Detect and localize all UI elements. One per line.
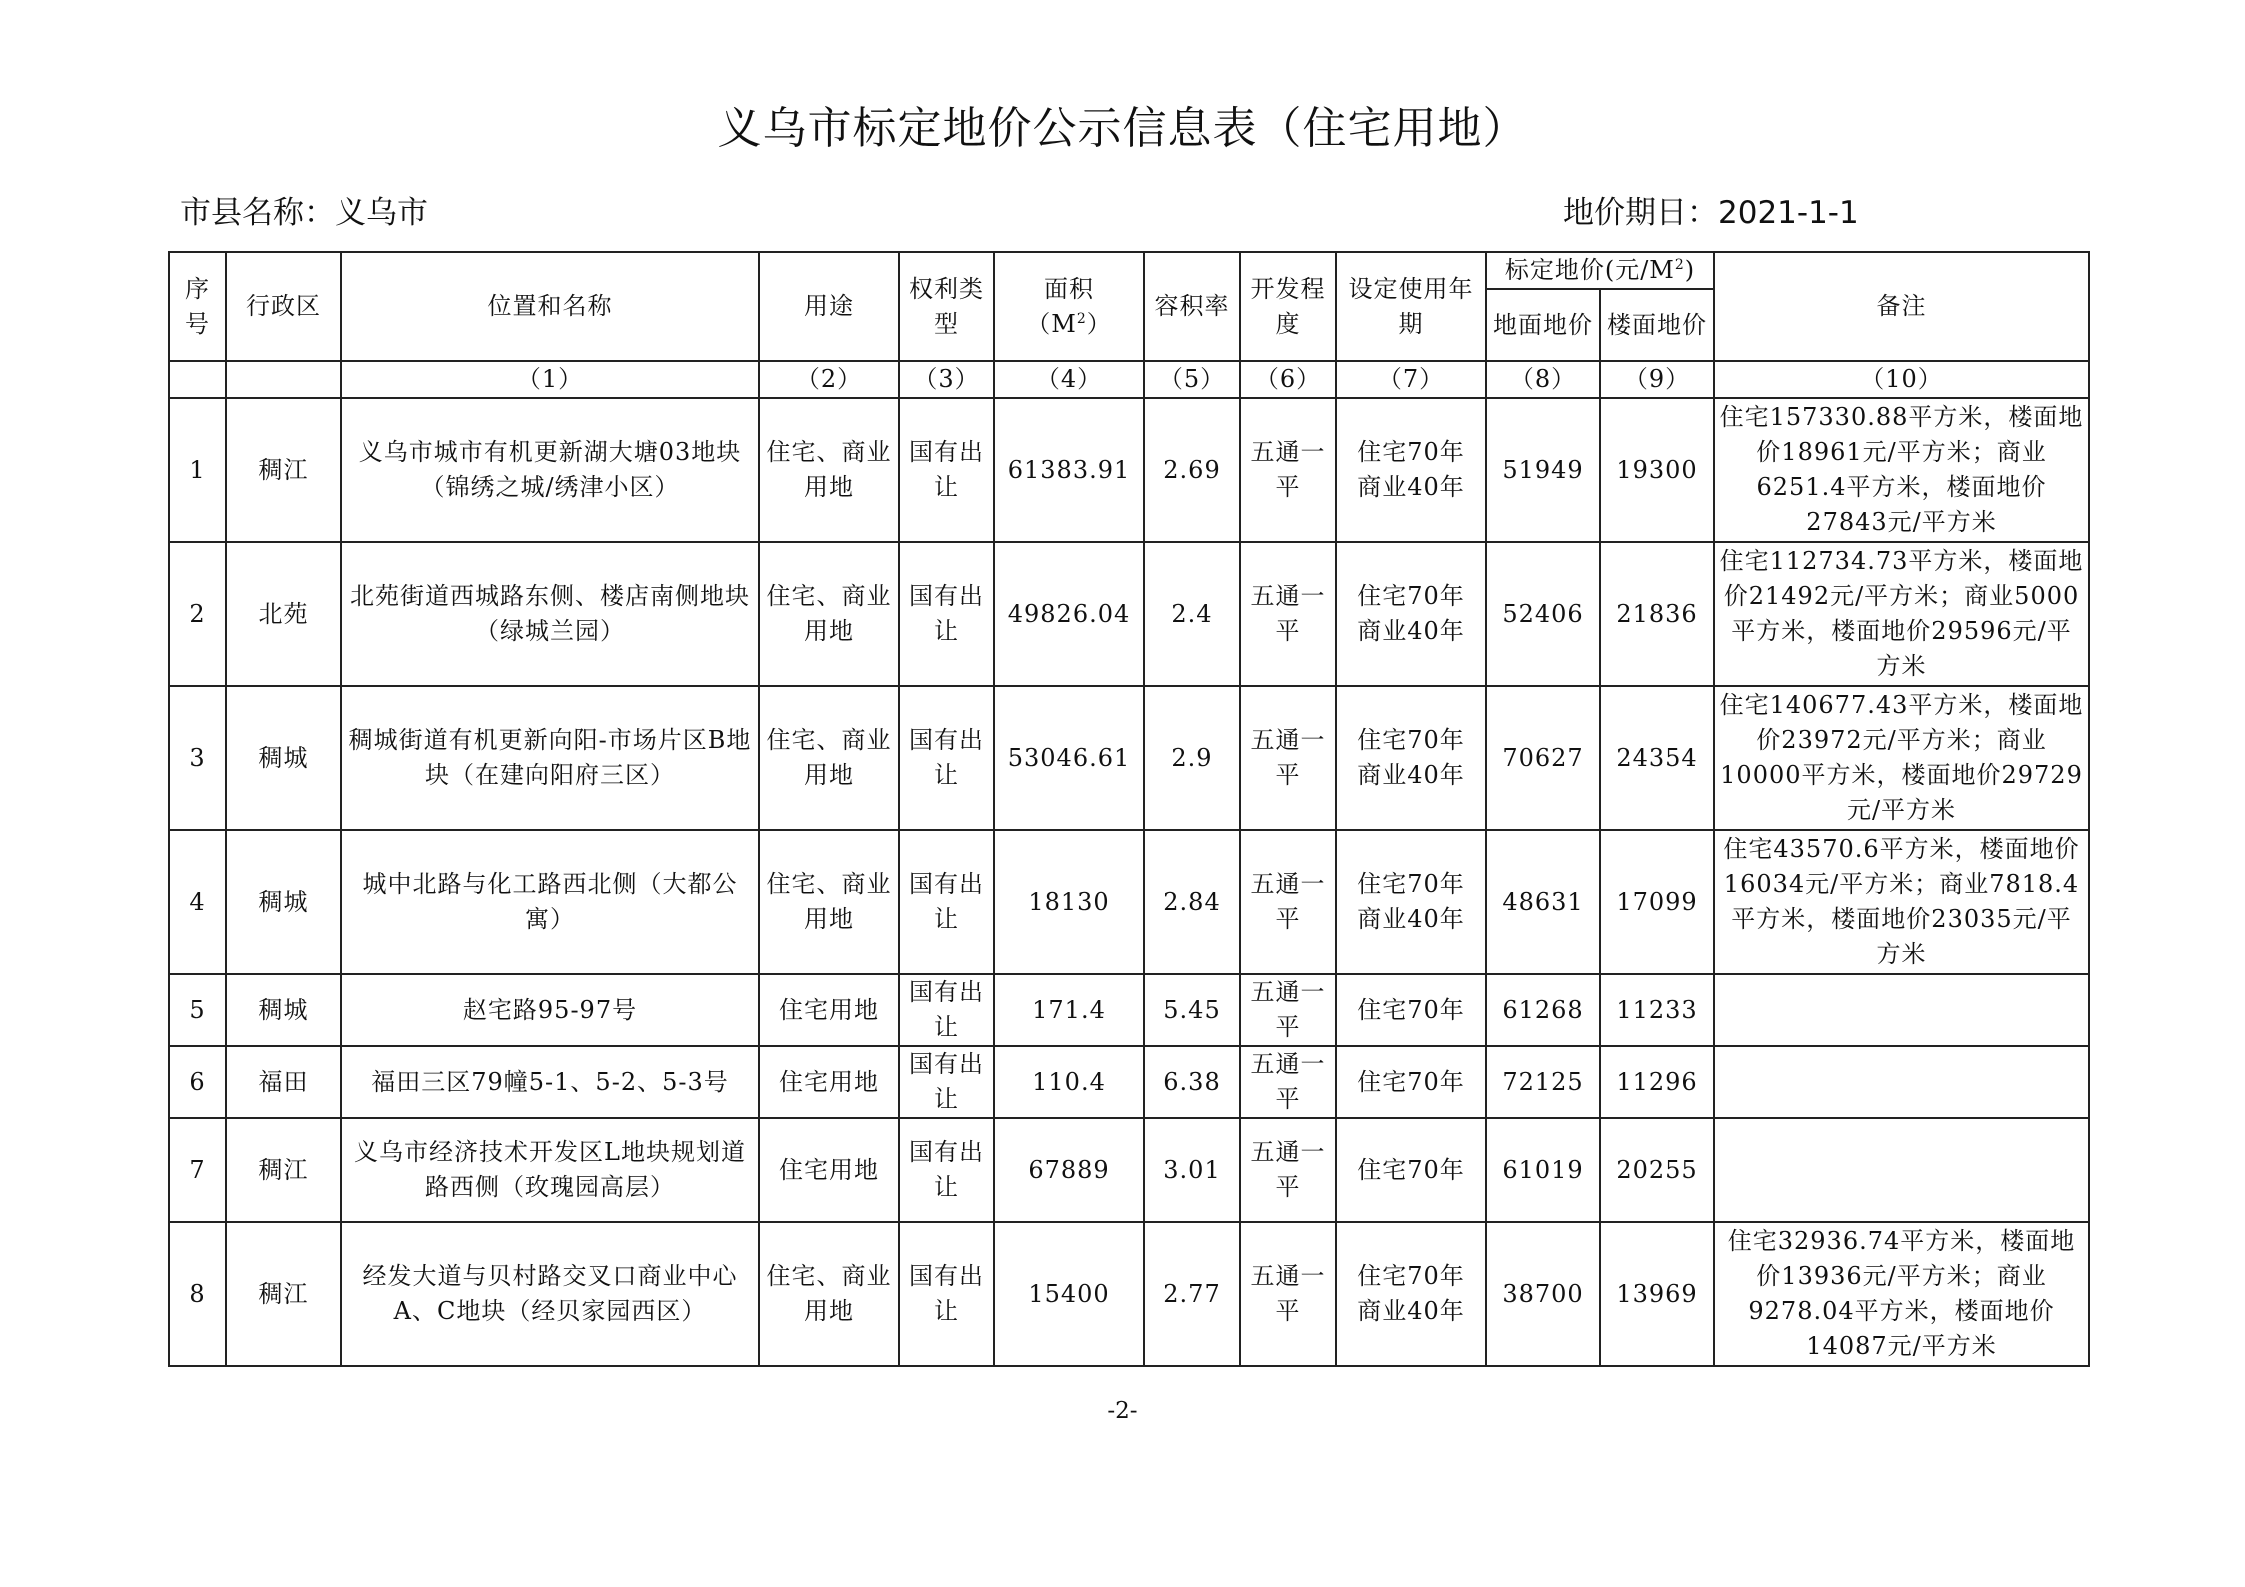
cell-floor-price: 20255	[1600, 1118, 1714, 1222]
cell-dev: 五通一平	[1240, 830, 1336, 974]
cell-land-price: 48631	[1486, 830, 1600, 974]
column-number: （9）	[1600, 361, 1714, 398]
cell-district: 稠江	[226, 1118, 341, 1222]
cell-usage: 住宅、商业用地	[759, 686, 899, 830]
cell-district: 稠江	[226, 1222, 341, 1366]
cell-floor-price: 19300	[1600, 398, 1714, 542]
column-number: （2）	[759, 361, 899, 398]
cell-district: 稠城	[226, 686, 341, 830]
cell-remarks: 住宅140677.43平方米，楼面地价23972元/平方米；商业10000平方米，楼面地价29729元/平方米	[1714, 686, 2089, 830]
cell-location: 福田三区79幢5-1、5-2、5-3号	[341, 1046, 759, 1118]
cell-seq: 2	[169, 542, 226, 686]
cell-seq: 4	[169, 830, 226, 974]
header-floor-price: 楼面地价	[1600, 289, 1714, 361]
cell-district: 福田	[226, 1046, 341, 1118]
header-area-unit-base: （M	[1026, 309, 1077, 338]
cell-rights: 国有出让	[899, 974, 994, 1046]
header-land-price: 地面地价	[1486, 289, 1600, 361]
column-number: （5）	[1144, 361, 1240, 398]
cell-floor-price: 17099	[1600, 830, 1714, 974]
cell-area: 67889	[994, 1118, 1144, 1222]
cell-remarks	[1714, 1046, 2089, 1118]
cell-remarks: 住宅157330.88平方米，楼面地价18961元/平方米；商业6251.4平方米，楼面地价27843元/平方米	[1714, 398, 2089, 542]
cell-remarks	[1714, 974, 2089, 1046]
cell-term: 住宅70年 商业40年	[1336, 542, 1486, 686]
header-seq: 序号	[169, 252, 226, 361]
cell-location: 稠城街道有机更新向阳-市场片区B地块（在建向阳府三区）	[341, 686, 759, 830]
cell-usage: 住宅、商业用地	[759, 542, 899, 686]
cell-seq: 7	[169, 1118, 226, 1222]
column-number: （7）	[1336, 361, 1486, 398]
column-number: （8）	[1486, 361, 1600, 398]
column-number: （10）	[1714, 361, 2089, 398]
header-district: 行政区	[226, 252, 341, 361]
page-title: 义乌市标定地价公示信息表（住宅用地）	[717, 103, 1528, 154]
cell-remarks	[1714, 1118, 2089, 1222]
header-rights: 权利类型	[899, 252, 994, 361]
cell-term: 住宅70年	[1336, 1046, 1486, 1118]
cell-floor-price: 21836	[1600, 542, 1714, 686]
cell-usage: 住宅、商业用地	[759, 398, 899, 542]
cell-dev: 五通一平	[1240, 1046, 1336, 1118]
cell-land-price: 61019	[1486, 1118, 1600, 1222]
cell-rights: 国有出让	[899, 398, 994, 542]
cell-rights: 国有出让	[899, 1118, 994, 1222]
header-price-group-label: 标定地价(元/M	[1504, 256, 1675, 284]
header-remarks: 备注	[1714, 252, 2089, 361]
cell-rights: 国有出让	[899, 1046, 994, 1118]
cell-location: 义乌市城市有机更新湖大塘03地块（锦绣之城/绣津小区）	[341, 398, 759, 542]
cell-location: 赵宅路95-97号	[341, 974, 759, 1046]
cell-seq: 6	[169, 1046, 226, 1118]
cell-seq: 5	[169, 974, 226, 1046]
cell-area: 110.4	[994, 1046, 1144, 1118]
cell-far: 6.38	[1144, 1046, 1240, 1118]
cell-floor-price: 24354	[1600, 686, 1714, 830]
county-label: 市县名称：义乌市	[180, 195, 428, 231]
cell-rights: 国有出让	[899, 686, 994, 830]
cell-floor-price: 13969	[1600, 1222, 1714, 1366]
table-row	[169, 1046, 2089, 1118]
page-number: -2-	[1107, 1398, 1138, 1424]
cell-land-price: 61268	[1486, 974, 1600, 1046]
header-price-group-close: )	[1684, 256, 1696, 284]
column-number-row	[169, 361, 2089, 398]
cell-dev: 五通一平	[1240, 1222, 1336, 1366]
cell-seq: 3	[169, 686, 226, 830]
column-number: （4）	[994, 361, 1144, 398]
cell-seq: 8	[169, 1222, 226, 1366]
cell-remarks: 住宅112734.73平方米，楼面地价21492元/平方米；商业5000平方米，楼面地价29596元/平方米	[1714, 542, 2089, 686]
cell-far: 3.01	[1144, 1118, 1240, 1222]
cell-dev: 五通一平	[1240, 1118, 1336, 1222]
cell-dev: 五通一平	[1240, 686, 1336, 830]
cell-usage: 住宅用地	[759, 1118, 899, 1222]
cell-term: 住宅70年 商业40年	[1336, 686, 1486, 830]
cell-land-price: 72125	[1486, 1046, 1600, 1118]
cell-area: 171.4	[994, 974, 1144, 1046]
cell-rights: 国有出让	[899, 830, 994, 974]
cell-land-price: 51949	[1486, 398, 1600, 542]
cell-location: 城中北路与化工路西北侧（大都公寓）	[341, 830, 759, 974]
cell-location: 义乌市经济技术开发区L地块规划道路西侧（玫瑰园高层）	[341, 1118, 759, 1222]
cell-area: 53046.61	[994, 686, 1144, 830]
cell-usage: 住宅用地	[759, 974, 899, 1046]
cell-usage: 住宅、商业用地	[759, 830, 899, 974]
cell-far: 2.69	[1144, 398, 1240, 542]
header-price-group	[1486, 252, 1714, 289]
cell-far: 2.4	[1144, 542, 1240, 686]
table-row	[169, 686, 2089, 830]
cell-district: 北苑	[226, 542, 341, 686]
table-row	[169, 974, 2089, 1046]
cell-term: 住宅70年 商业40年	[1336, 398, 1486, 542]
cell-location: 经发大道与贝村路交叉口商业中心A、C地块（经贝家园西区）	[341, 1222, 759, 1366]
table-row	[169, 542, 2089, 686]
cell-term: 住宅70年 商业40年	[1336, 830, 1486, 974]
header-area-unit-sup: 2	[1076, 310, 1087, 327]
price-date-label: 地价期日：2021-1-1	[1563, 195, 1859, 231]
column-number: （3）	[899, 361, 994, 398]
table-row	[169, 1118, 2089, 1222]
cell-far: 5.45	[1144, 974, 1240, 1046]
cell-far: 2.84	[1144, 830, 1240, 974]
header-location: 位置和名称	[341, 252, 759, 361]
header-far: 容积率	[1144, 252, 1240, 361]
cell-floor-price: 11296	[1600, 1046, 1714, 1118]
column-number: （1）	[341, 361, 759, 398]
cell-land-price: 38700	[1486, 1222, 1600, 1366]
cell-district: 稠城	[226, 830, 341, 974]
header-dev: 开发程度	[1240, 252, 1336, 361]
cell-dev: 五通一平	[1240, 398, 1336, 542]
cell-usage: 住宅用地	[759, 1046, 899, 1118]
header-area-label: 面积	[1044, 274, 1094, 303]
cell-remarks: 住宅32936.74平方米，楼面地价13936元/平方米；商业9278.04平方米，楼面地价14087元/平方米	[1714, 1222, 2089, 1366]
cell-rights: 国有出让	[899, 542, 994, 686]
cell-floor-price: 11233	[1600, 974, 1714, 1046]
header-usage: 用途	[759, 252, 899, 361]
cell-far: 2.9	[1144, 686, 1240, 830]
cell-rights: 国有出让	[899, 1222, 994, 1366]
cell-remarks: 住宅43570.6平方米，楼面地价16034元/平方米；商业7818.4平方米，楼面地价23035元/平方米	[1714, 830, 2089, 974]
land-price-table	[168, 251, 2090, 1367]
cell-location: 北苑街道西城路东侧、楼店南侧地块（绿城兰园）	[341, 542, 759, 686]
column-number-empty	[226, 361, 341, 398]
cell-seq: 1	[169, 398, 226, 542]
table-row	[169, 830, 2089, 974]
header-area	[994, 252, 1144, 361]
cell-district: 稠城	[226, 974, 341, 1046]
cell-term: 住宅70年 商业40年	[1336, 1222, 1486, 1366]
table-row	[169, 1222, 2089, 1366]
header-area-unit-close: ）	[1086, 309, 1112, 338]
cell-term: 住宅70年	[1336, 1118, 1486, 1222]
header-term: 设定使用年期	[1336, 252, 1486, 361]
cell-land-price: 52406	[1486, 542, 1600, 686]
column-number-empty	[169, 361, 226, 398]
cell-far: 2.77	[1144, 1222, 1240, 1366]
cell-usage: 住宅、商业用地	[759, 1222, 899, 1366]
cell-land-price: 70627	[1486, 686, 1600, 830]
header-price-group-sup: 2	[1674, 257, 1685, 273]
cell-dev: 五通一平	[1240, 974, 1336, 1046]
cell-term: 住宅70年	[1336, 974, 1486, 1046]
cell-area: 18130	[994, 830, 1144, 974]
cell-dev: 五通一平	[1240, 542, 1336, 686]
cell-area: 15400	[994, 1222, 1144, 1366]
cell-area: 49826.04	[994, 542, 1144, 686]
column-number: （6）	[1240, 361, 1336, 398]
cell-area: 61383.91	[994, 398, 1144, 542]
cell-district: 稠江	[226, 398, 341, 542]
table-row	[169, 398, 2089, 542]
